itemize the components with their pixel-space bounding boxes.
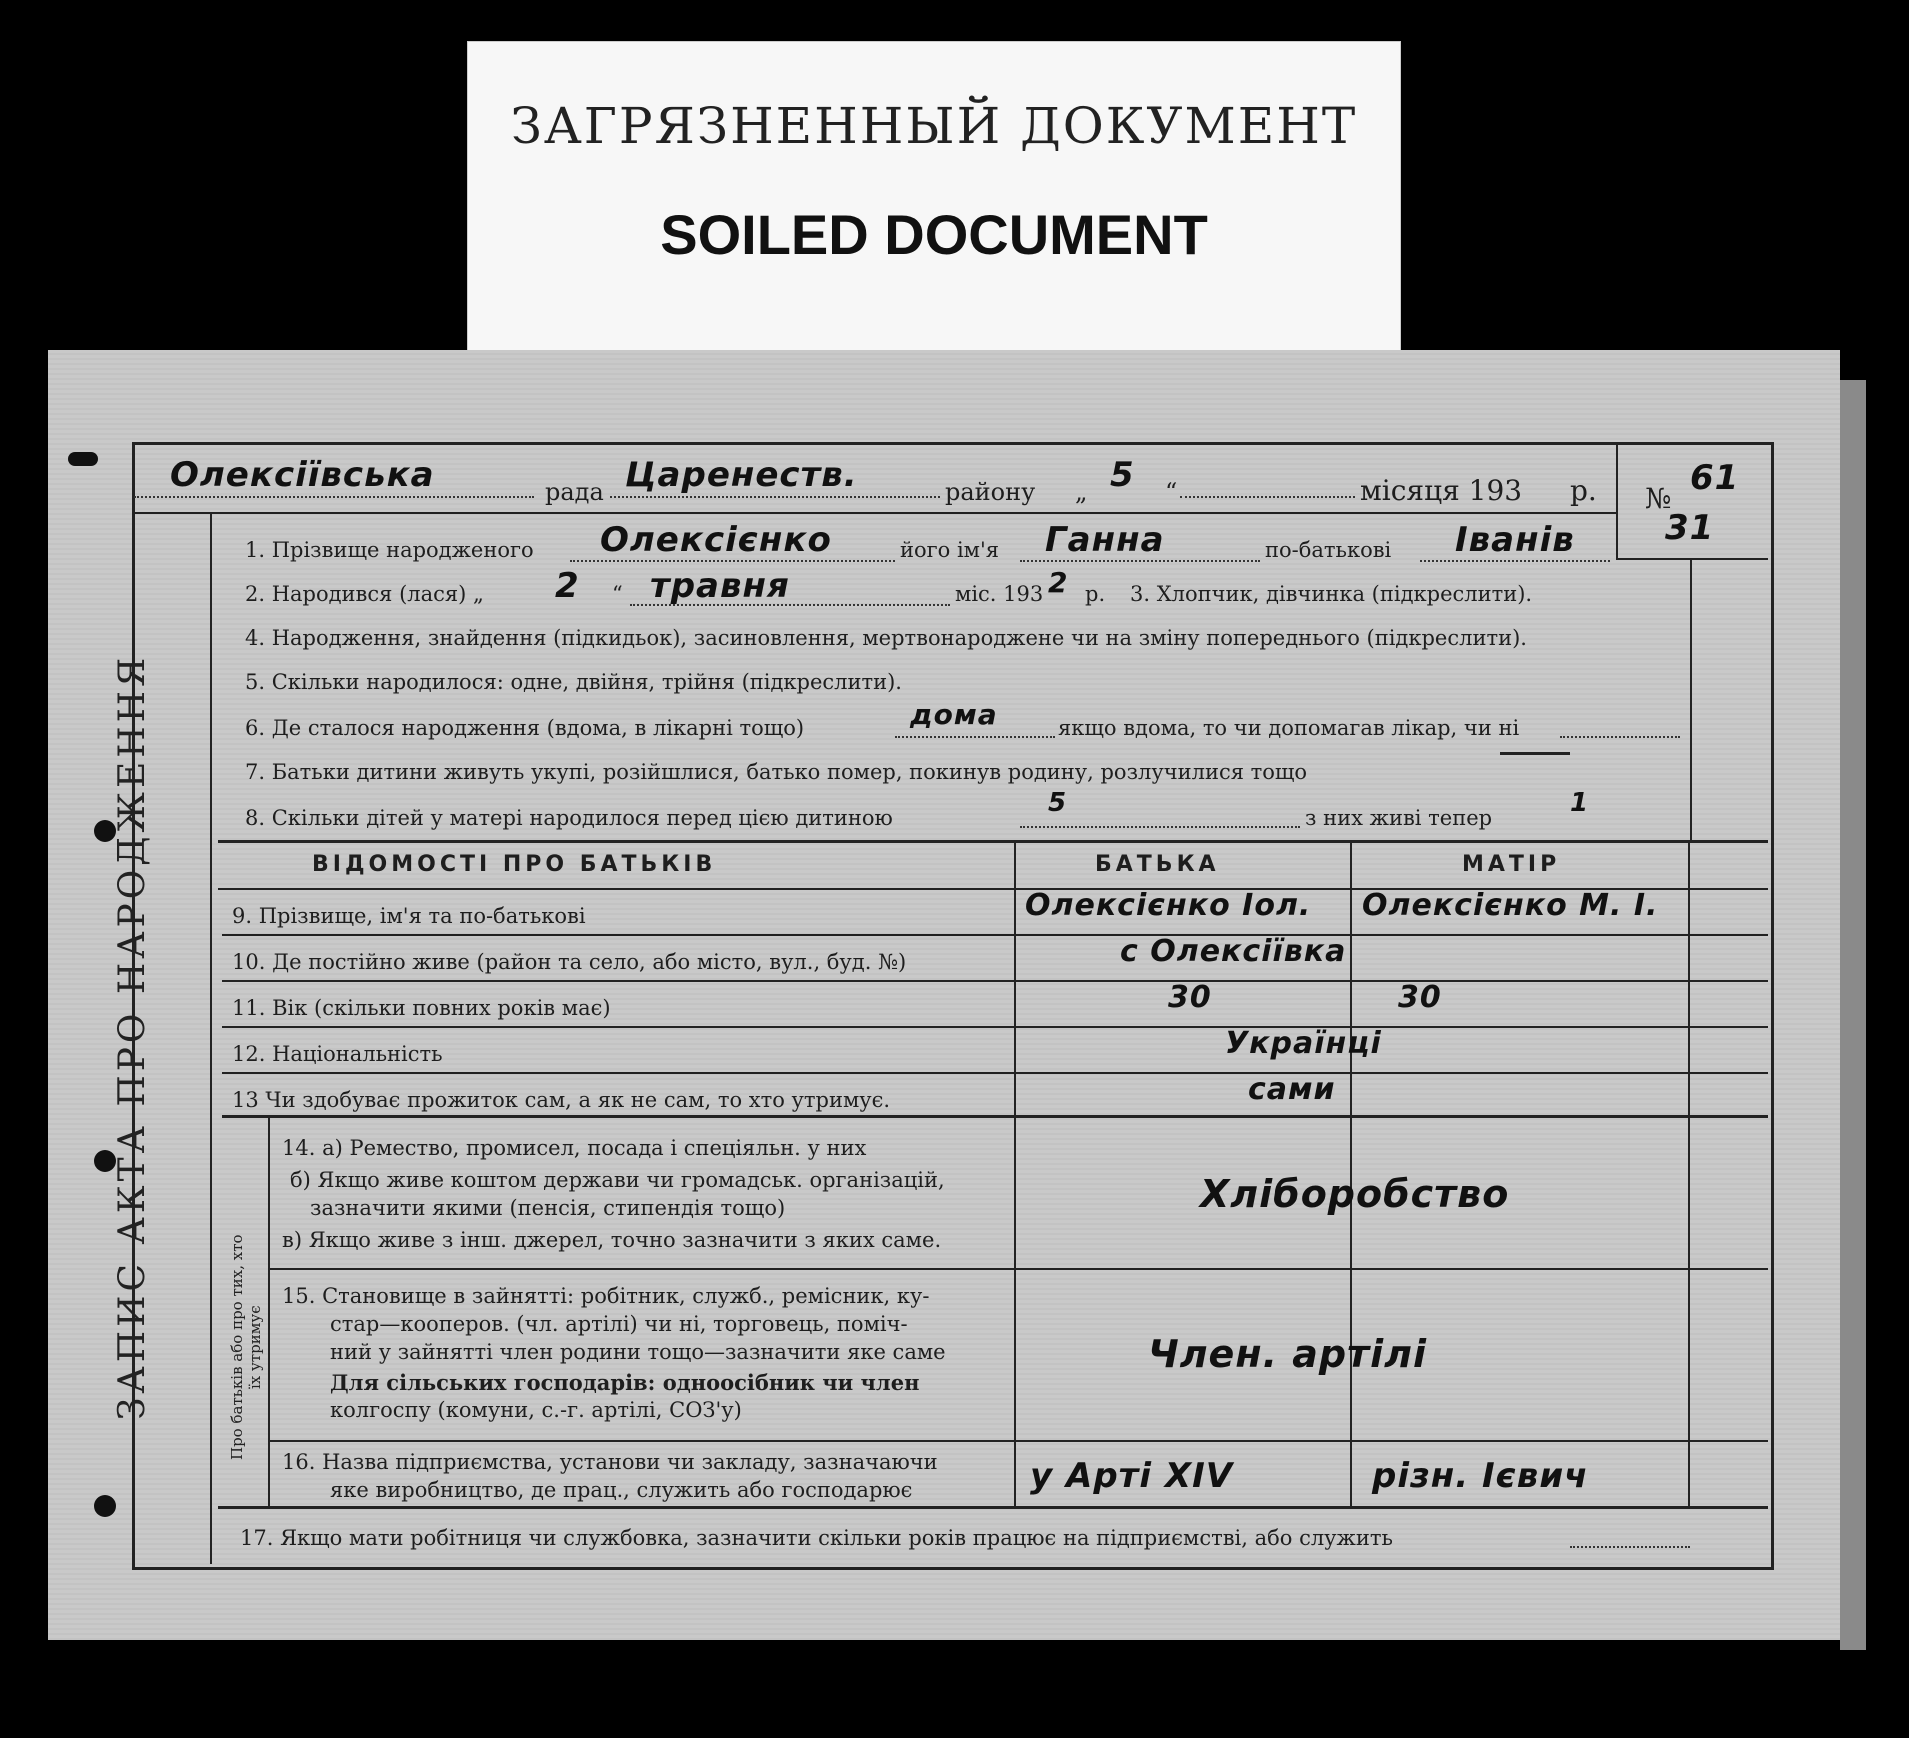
row1-label: 1. Прізвище народженого <box>245 538 534 562</box>
divider <box>132 512 1616 514</box>
col-mother-header: МАТІР <box>1462 852 1561 877</box>
divider <box>1616 445 1618 560</box>
rada-handwritten: Олексіївська <box>170 455 435 495</box>
divider <box>210 512 212 1564</box>
row10-label: 10. Де постійно живе (район та село, або місто, вул., буд. №) <box>232 950 907 974</box>
row9-label: 9. Прізвище, ім'я та по-батькові <box>232 904 586 928</box>
row6-label: 6. Де сталося народження (вдома, в лікарні тощо) <box>245 716 805 740</box>
occupation-handwritten: Хліборобство <box>1200 1172 1510 1216</box>
birthplace-handwritten: дома <box>910 698 998 731</box>
sex-label: 3. Хлопчик, дівчинка (підкреслити). <box>1130 582 1533 606</box>
name-handwritten: Ганна <box>1045 520 1165 560</box>
mother-age-handwritten: 30 <box>1398 980 1442 1015</box>
father-workplace-handwritten: у Арті XIV <box>1030 1456 1234 1496</box>
employment-status-handwritten: Член. артілі <box>1148 1332 1427 1376</box>
birth-year-handwritten: 2 <box>1048 566 1069 599</box>
row8-label: 8. Скільки дітей у матері народилося перед цією дитиною <box>245 806 893 830</box>
fill-line <box>1420 560 1610 562</box>
day-quote: “ <box>1165 478 1178 506</box>
row14-b2: зазначити якими (пенсія, стипендія тощо) <box>310 1196 786 1220</box>
divider <box>268 1115 270 1506</box>
number-handwritten-bottom: 31 <box>1665 508 1715 548</box>
year-suffix: р. <box>1085 582 1106 606</box>
side-label-line: їх утримує <box>246 1305 264 1390</box>
fill-line <box>895 736 1055 738</box>
side-label <box>228 1234 264 1460</box>
month-year-label: міс. 193 <box>955 582 1044 606</box>
row16-l2: яке виробництво, де прац., служить або господарює <box>330 1478 913 1502</box>
birth-day-handwritten: 2 <box>555 566 580 606</box>
divider <box>1690 560 1692 842</box>
day-handwritten: 5 <box>1110 455 1135 495</box>
punch-hole <box>94 1495 116 1517</box>
name-label: його ім'я <box>900 538 1000 562</box>
row17-label: 17. Якщо мати робітниця чи службовка, зазначити скільки років працює на підприємстві, або служить <box>240 1526 1393 1550</box>
fill-line <box>610 496 940 498</box>
vertical-form-title: ЗАПИС АКТА ПРО НАРОДЖЕННЯ <box>112 653 153 1420</box>
row15-l4: Для сільських господарів: одноосібник чи член <box>330 1370 920 1395</box>
mother-workplace-handwritten: різн. Ієвич <box>1372 1456 1589 1496</box>
divider <box>270 1268 1768 1270</box>
number-label: № <box>1645 482 1672 515</box>
label-english: SOILED DOCUMENT <box>660 203 1208 266</box>
divider <box>222 980 1768 982</box>
divider <box>270 1440 1768 1442</box>
row16-l1: 16. Назва підприємства, установи чи закладу, зазначаючи <box>282 1450 938 1474</box>
fill-line <box>1560 736 1680 738</box>
paper-edge <box>1840 380 1866 1650</box>
col-info-header: ВІДОМОСТІ ПРО БАТЬКІВ <box>312 852 717 877</box>
divider <box>1688 842 1690 1506</box>
row4-label: 4. Народження, знайдення (підкидьок), засиновлення, мертвонароджене чи на зміну попереднього (підкреслити). <box>245 626 1527 650</box>
birth-month-handwritten: травня <box>650 566 790 606</box>
side-label-line: Про батьків або про тих, хто <box>228 1234 246 1460</box>
row13-label: 13 Чи здобуває прожиток сам, а як не сам, то хто утримує. <box>232 1088 891 1112</box>
row7-label: 7. Батьки дитини живуть укупі, розійшлися, батько помер, покинув родину, розлучилися тощо <box>245 760 1308 784</box>
mother-name-handwritten: Олексієнко М. І. <box>1362 888 1659 923</box>
day-quote: „ <box>1075 478 1088 506</box>
district-label: району <box>945 478 1036 506</box>
row12-label: 12. Національність <box>232 1042 443 1066</box>
label-russian: ЗАГРЯЗНЕННЫЙ ДОКУМЕНТ <box>510 97 1358 155</box>
underline-mark <box>1500 752 1570 755</box>
father-age-handwritten: 30 <box>1168 980 1212 1015</box>
patronymic-handwritten: Іванів <box>1455 520 1575 560</box>
row2-label: 2. Народився (лася) „ <box>245 582 484 606</box>
fill-line <box>630 604 950 606</box>
nationality-handwritten: Українці <box>1225 1026 1382 1061</box>
children-born-handwritten: 5 <box>1048 788 1068 818</box>
row14-a: 14. а) Ремество, промисел, посада і спеціяльн. у них <box>282 1136 867 1160</box>
row5-label: 5. Скільки народилося: одне, двійня, трійня (підкреслити). <box>245 670 902 694</box>
divider <box>1014 842 1016 1506</box>
row11-label: 11. Вік (скільки повних років має) <box>232 996 611 1020</box>
fill-line <box>570 560 895 562</box>
row15-l2: стар—кооперов. (чл. артілі) чи ні, торговець, поміч- <box>330 1312 908 1336</box>
district-handwritten: Царенеств. <box>625 455 858 495</box>
row14-b1: б) Якщо живе коштом держави чи громадськ. організацій, <box>290 1168 945 1192</box>
row8-mid: з них живі тепер <box>1305 806 1493 830</box>
divider <box>222 1072 1768 1074</box>
year-suffix: р. <box>1570 474 1597 507</box>
patronymic-label: по-батькові <box>1265 538 1392 562</box>
punch-hole <box>68 452 98 466</box>
fill-line <box>1020 826 1300 828</box>
support-handwritten: сами <box>1248 1072 1336 1107</box>
soiled-document-label <box>468 42 1400 360</box>
month-label: місяця 193 <box>1360 474 1523 507</box>
residence-handwritten: с Олексіївка <box>1120 934 1347 969</box>
surname-handwritten: Олексієнко <box>600 520 832 560</box>
divider <box>222 1026 1768 1028</box>
row15-l3: ний у зайнятті член родини тощо—зазначити яке саме <box>330 1340 946 1364</box>
divider <box>218 840 1768 843</box>
divider <box>218 1506 1768 1509</box>
fill-line <box>1180 496 1355 498</box>
row15-l1: 15. Становище в зайнятті: робітник, служб., ремісник, ку- <box>282 1284 930 1308</box>
col-father-header: БАТЬКА <box>1095 852 1220 877</box>
row15-l5: колгоспу (комуни, с.-г. артілі, СОЗ'у) <box>330 1398 742 1422</box>
divider <box>1616 558 1768 560</box>
number-handwritten-top: 61 <box>1690 458 1740 498</box>
rada-label: рада <box>545 478 604 506</box>
row14-c: в) Якщо живе з інш. джерел, точно зазначити з яких саме. <box>282 1228 942 1252</box>
quote: “ <box>612 582 623 606</box>
row6-rest: якщо вдома, то чи допомагав лікар, чи ні <box>1058 716 1520 740</box>
fill-line <box>1020 560 1260 562</box>
fill-line <box>134 496 534 498</box>
divider <box>222 1115 1768 1118</box>
father-name-handwritten: Олексієнко Іол. <box>1025 888 1312 923</box>
children-alive-handwritten: 1 <box>1570 788 1590 818</box>
fill-line <box>1570 1546 1690 1548</box>
divider <box>222 934 1768 936</box>
